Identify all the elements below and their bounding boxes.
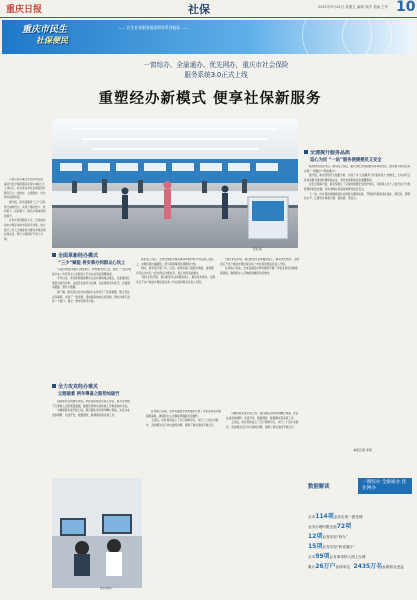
byline: 本报记者 李某 <box>353 448 372 452</box>
section-heading: 全速提升服务品质 <box>304 150 412 156</box>
body-paragraph: 上线后，市社保局成立了运行保障专班，实行二十四小时值守，及时解决运行中出现的问题，保障了新系统的平稳运行。 <box>226 421 299 429</box>
section-2-column-b <box>146 410 222 590</box>
kicker-line: 一窗综办、全渝通办、优先网办，重庆市社会保险 <box>143 61 289 69</box>
banner-title-line1: 重庆市民生 <box>22 25 68 35</box>
lead-column <box>4 178 46 596</box>
article-kicker <box>96 60 336 80</box>
edition-info: 2021年9月24日 星期五 编辑 刘洋 美编 王华 <box>318 5 389 9</box>
body-paragraph: 今年以来，市社保局围绕群众企业办事的堵点难点，全面推进社保经办模式改革，以信息化建设为支撑，以流程再造为抓手，让数据多跑路、群众少跑腿。 <box>52 277 130 290</box>
section-subheading: 立跑破难 两年筹备之路势如破竹 <box>58 392 120 397</box>
kicker-line: 服务系统3.0正式上线 <box>184 71 248 79</box>
section-2-header <box>52 384 212 399</box>
body-paragraph: 为确保新系统平稳上线，项目团队历时两年精心筹备，先后完成需求调研、系统开发、数据清洗、联调测试等各项工作。 <box>52 409 130 417</box>
body-paragraph: 在安全保障方面，新系统建立了完善的数据安全防护体系，对参保人员个人信息实行分级管理和加密存储，切实保障社保基金和群众信息安全。 <box>304 183 411 191</box>
service-hall-photo <box>52 119 298 248</box>
section-2-column-a <box>52 400 132 474</box>
body-paragraph: 据了解，新系统对全市社保经办业务进行了系统梳理，整合优化业务事项，实现了一窗受理、集成服务的综合柜员制，群众办事只需到一个窗口、提交一套材料即可办结。 <box>52 290 130 304</box>
section-subheading: “三少”赋能 将实事办到群众心坎上 <box>58 261 126 266</box>
section-3-body <box>304 165 412 465</box>
article-headline: 重塑经办新模式 便享社保新服务 <box>98 91 322 107</box>
stats-box <box>304 482 414 598</box>
body-paragraph: 在切换上线前，全市各级经办机构组织开展了多轮业务培训和模拟演练，确保经办人员熟练掌握新系统操作。 <box>146 410 222 418</box>
staff-working-illustration <box>52 478 142 588</box>
page-number: 10 <box>396 0 416 15</box>
section-2-column-c <box>226 412 300 592</box>
stats-list <box>308 512 412 572</box>
body-paragraph: 下一步，市社保局将继续深化社保经办服务改革，不断提升服务的标准化、规范化、便利化水平，让群众办事更方便、更快捷、更安心。 <box>304 192 411 201</box>
square-bullet-icon <box>52 384 56 388</box>
banner-title-line2: 社保便民 <box>36 36 68 45</box>
staff-working-photo <box>52 478 142 588</box>
square-bullet-icon <box>52 253 56 257</box>
lead-paragraph: 日前记者从重庆市社保局获悉，重庆市社会保险服务系统3.0版正式上线运行，标志着全市社会保险经办服务迈入一窗综办、全渝通办、优先网办的新阶段。 <box>4 178 46 200</box>
stat-item: 12项业务实现“秒办” <box>308 533 348 540</box>
body-paragraph: 服务群众没有终点。新系统上线后，重庆市社会保险服务将持续优化，推动更多社保业务实现“一网通办”“跨省通办”。 <box>304 165 411 173</box>
stats-label: 数据解读 <box>308 484 330 490</box>
section-heading: 全面革新经办模式 <box>52 253 298 259</box>
decorative-circle <box>342 20 392 54</box>
body-paragraph: 同时，新系统打通了市、区县、街道乡镇三级经办网络，参保群众可在全市任一经办网点办理业务，真正实现全渝通办。 <box>136 267 214 275</box>
banner-slogan: —— 民生社保服务提质增效系列报道 —— <box>118 25 189 30</box>
section-1-column-b <box>136 258 216 380</box>
body-paragraph: 据介绍，新系统依托大数据分析，实现了从“人找服务”到“服务找人”的转变，主动为符合条件的群众推送待遇资格认证、养老金领取等信息提醒服务。 <box>304 174 411 182</box>
stat-item: 15项业务实现“跨省通办” <box>308 543 355 550</box>
body-paragraph: “以前办理业务跑不同的窗口，材料要交好几次，现在一个窗口就能办完。”市民张女士在服务大厅办完业务后感慨地说。 <box>52 268 131 276</box>
stats-tagline: 一窗综办 全渝通办 优先网办 <box>358 478 412 494</box>
body-paragraph: 回顾新系统的建设历程，市社保局相关负责人坦言，面对全市数千万参保人员的海量数据，数据迁移和系统切换工作难度前所未有。 <box>52 400 130 408</box>
lead-paragraph: 据介绍，新系统围绕“三少”目标进行重构设计，实现了跑动更少、材料更少、时间更少，群众办事体验明显提升。 <box>4 200 46 218</box>
lead-paragraph: 在市社保局服务大厅，记者看到前来办理业务的市民秩序井然，综合窗口工作人员熟练地为群众办理各项社保业务，整个过程用时不到十分钟。 <box>4 219 46 241</box>
square-bullet-icon <box>304 150 308 154</box>
section-subheading: 追心为民 “一站”服务便捷便民又安全 <box>310 158 382 163</box>
body-paragraph: 为确保新系统平稳上线，项目团队历时两年精心筹备，先后完成需求调研、系统开发、数据清洗、联调测试等各项工作。 <box>226 412 299 420</box>
photo-caption: 新系统演示 <box>100 587 113 590</box>
section-3 <box>304 150 412 480</box>
body-paragraph: 在切换上线前，全市各级经办机构组织开展了多轮业务培训和模拟演练，确保经办人员熟练掌握新系统操作。 <box>220 267 298 275</box>
body-paragraph: “通过系统升级，我们把更多业务搬到线上，推动优先网办，让群众足不出户就能办理社保业务。”市社保局相关负责人介绍。 <box>136 276 215 284</box>
section-title: 社保 <box>188 3 210 16</box>
body-paragraph: 上线后，市社保局成立了运行保障专班，实行二十四小时值守，及时解决运行中出现的问题，保障了新系统的平稳运行。 <box>146 419 219 427</box>
stat-item: 业务办理时限压缩72项 <box>308 523 352 530</box>
stat-item: 累计26万户参保单位、2435万名参保群众受益 <box>308 563 404 570</box>
photo-caption: 陈锐 摄 <box>253 248 262 251</box>
stat-item: 全市114项业务实现一窗受理 <box>308 513 363 520</box>
body-paragraph: “通过系统升级，我们把更多业务搬到线上，推动优先网办，让群众足不出户就能办理社保业务。”市社保局相关负责人介绍。 <box>220 258 299 266</box>
newspaper-name: 重庆日报 <box>6 5 43 15</box>
stat-item: 全市99项业务事项纳入网上办理 <box>308 553 366 560</box>
section-heading: 全力攻克经办难关 <box>52 384 212 390</box>
section-1-column-c <box>220 258 300 408</box>
service-hall-illustration <box>52 119 298 248</box>
body-paragraph: 新系统上线后，全市社保经办服务事项申报材料平均压减三成以上，办理时限大幅缩短，部分高频事项实现即时办结。 <box>136 258 214 266</box>
section-1-column-a <box>52 268 132 380</box>
